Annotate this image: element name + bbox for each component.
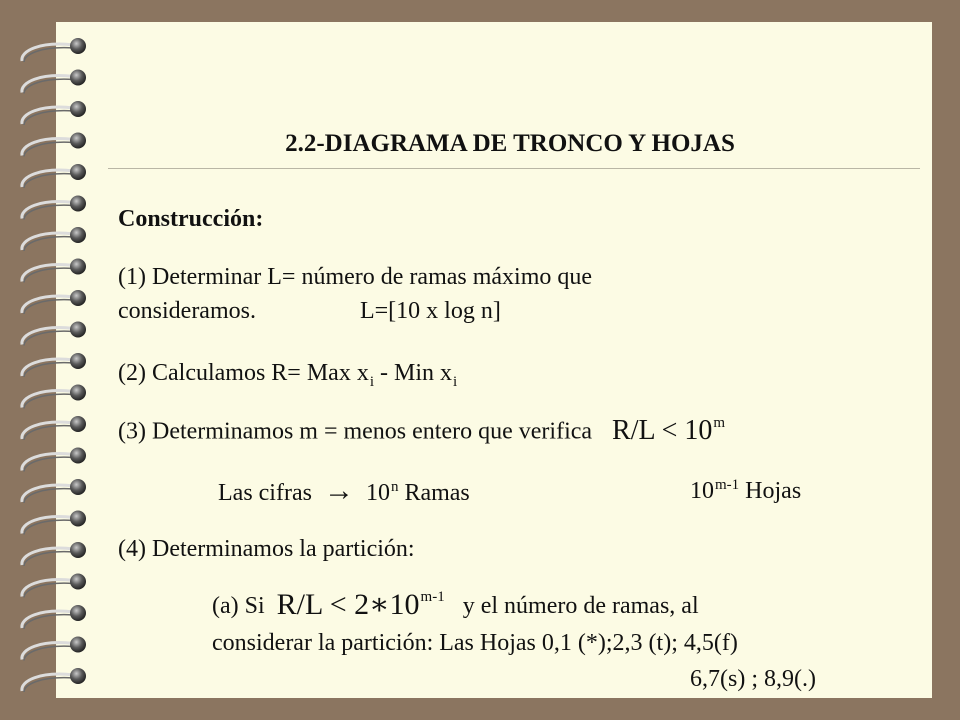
binding-ring bbox=[22, 422, 74, 439]
binding-ring bbox=[22, 643, 74, 660]
binding-hole bbox=[70, 668, 86, 684]
step1-line2 bbox=[118, 296, 501, 326]
ramas-label: Ramas bbox=[398, 480, 470, 506]
binding-ring bbox=[22, 359, 74, 376]
binding-ring bbox=[22, 517, 74, 534]
hojas-base: 10 bbox=[690, 478, 714, 504]
step2-sub2: i bbox=[453, 374, 458, 390]
binding-ring bbox=[22, 233, 74, 250]
binding-ring bbox=[22, 44, 74, 61]
binding-ring bbox=[22, 170, 74, 187]
case-a-suffix: y el número de ramas, al bbox=[462, 593, 699, 620]
construction-heading: Construcción: bbox=[118, 206, 264, 232]
step1-formula: L=[10 x log n] bbox=[359, 298, 501, 324]
binding-ring bbox=[22, 391, 74, 408]
binding-ring bbox=[22, 296, 74, 313]
binding-ring bbox=[22, 265, 74, 282]
binding-ring bbox=[22, 611, 74, 628]
binding-hole bbox=[70, 353, 86, 369]
binding-hole bbox=[70, 164, 86, 180]
binding-hole bbox=[70, 101, 86, 117]
step2-text: (2) Calculamos R= Max x bbox=[118, 360, 369, 386]
cifras-label: Las cifras bbox=[218, 480, 312, 506]
step2-line bbox=[118, 358, 457, 391]
case-a-prefix: (a) Si bbox=[212, 593, 265, 620]
binding-hole bbox=[70, 38, 86, 54]
case-a-line1 bbox=[212, 590, 699, 625]
binding-ring bbox=[22, 580, 74, 597]
step1-line1: (1) Determinar L= número de ramas máximo que bbox=[118, 264, 593, 290]
case-a-formula-exp: m-1 bbox=[420, 589, 445, 605]
step1-consideramos: consideramos. bbox=[118, 298, 256, 324]
binding-ring bbox=[22, 548, 74, 565]
case-a-formula-text: R/L < 2∗10 bbox=[276, 588, 420, 621]
step4-line: (4) Determinamos la partición: bbox=[118, 536, 415, 562]
binding-ring bbox=[22, 76, 74, 93]
title-divider bbox=[108, 168, 920, 169]
binding-ring bbox=[22, 107, 74, 124]
step3-formula bbox=[612, 416, 725, 450]
binding-ring bbox=[22, 454, 74, 471]
right-arrow-icon: → bbox=[323, 474, 354, 507]
case-a-line2: considerar la partición: Las Hojas 0,1 (*);2,3 (t); 4,5(f) bbox=[212, 630, 738, 656]
binding-ring bbox=[22, 485, 74, 502]
step2-mid: - Min x bbox=[374, 360, 452, 386]
binding-ring bbox=[22, 674, 74, 691]
case-a-formula bbox=[277, 590, 445, 625]
binding-ring bbox=[22, 328, 74, 345]
ramas-base: 10 bbox=[365, 480, 390, 506]
binding-hole bbox=[70, 196, 86, 212]
binding-hole bbox=[70, 385, 86, 401]
binding-ring bbox=[22, 139, 74, 156]
binding-ring bbox=[22, 202, 74, 219]
step2-sub1: i bbox=[369, 374, 374, 390]
binding-hole bbox=[70, 574, 86, 590]
hojas-line bbox=[690, 476, 801, 509]
cifras-line bbox=[218, 476, 470, 511]
step3-formula-text: R/L < 10 bbox=[612, 415, 713, 446]
binding-hole bbox=[70, 322, 86, 338]
binding-hole bbox=[70, 605, 86, 621]
binding-hole bbox=[70, 133, 86, 149]
step3-line bbox=[118, 416, 725, 450]
case-a-line3: 6,7(s) ; 8,9(.) bbox=[690, 666, 816, 692]
slide-title: 2.2-DIAGRAMA DE TRONCO Y HOJAS bbox=[285, 130, 735, 157]
binding-hole bbox=[70, 479, 86, 495]
step3-formula-exp: m bbox=[713, 415, 726, 431]
binding-hole bbox=[70, 542, 86, 558]
binding-hole bbox=[70, 416, 86, 432]
hojas-exp: m-1 bbox=[715, 477, 740, 493]
binding-hole bbox=[70, 259, 86, 275]
step3-text: (3) Determinamos m = menos entero que verifica bbox=[118, 418, 593, 445]
binding-hole bbox=[70, 227, 86, 243]
ramas-exp: n bbox=[390, 479, 399, 495]
binding-hole bbox=[70, 70, 86, 86]
binding-hole bbox=[70, 511, 86, 527]
spiral-binding bbox=[0, 0, 120, 720]
hojas-label: Hojas bbox=[739, 478, 802, 504]
binding-hole bbox=[70, 448, 86, 464]
binding-hole bbox=[70, 637, 86, 653]
binding-hole bbox=[70, 290, 86, 306]
